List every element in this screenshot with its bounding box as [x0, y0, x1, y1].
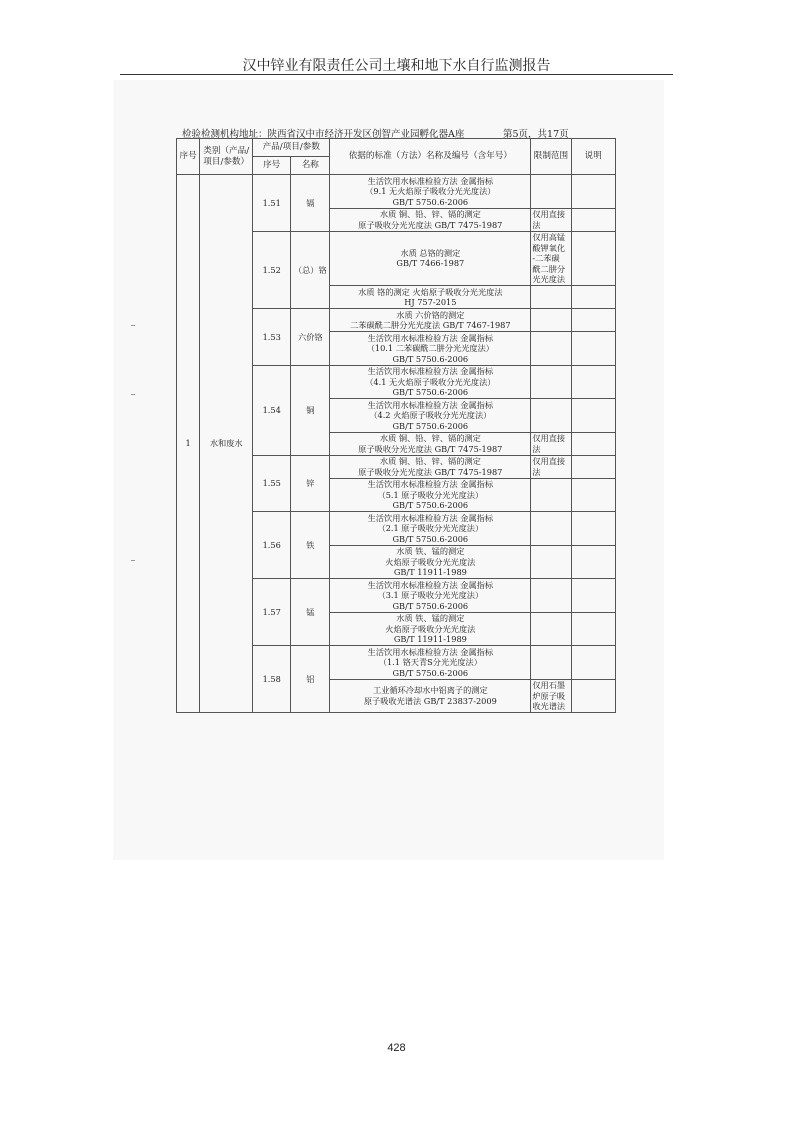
item-seq-cell: 1.58 — [253, 646, 291, 713]
header-divider — [120, 74, 673, 75]
limit-cell — [531, 455, 571, 478]
standard-line: （5.1 原子吸收分光光度法） — [377, 489, 484, 500]
limit-cell — [531, 579, 571, 613]
standard-line: 生活饮用水标准检验方法 金属指标 — [367, 646, 494, 657]
limit-cell — [531, 286, 571, 309]
standard-line: GB/T 11911-1989 — [393, 634, 467, 644]
header-name: 名称 — [291, 157, 330, 175]
standard-method-cell — [330, 231, 531, 286]
standard-line: 水质 总铬的测定 — [400, 247, 461, 258]
limit-cell — [531, 512, 571, 546]
standard-line: 原子吸收分光光度法 GB/T 7475-1987 — [358, 443, 503, 454]
header-seq: 序号 — [177, 139, 200, 175]
standard-method-cell — [330, 208, 531, 231]
standard-line: GB/T 5750.6-2006 — [392, 533, 469, 544]
header-standard: 依据的标准（方法）名称及编号（含年号） — [330, 139, 531, 175]
standard-method-cell — [330, 646, 531, 680]
note-cell — [571, 579, 615, 613]
standard-line: （3.1 原子吸收分光光度法） — [377, 590, 484, 600]
item-seq-cell: 1.51 — [253, 175, 291, 232]
note-cell — [571, 231, 615, 286]
standard-line: 原子吸收光谱法 GB/T 23837-2009 — [363, 695, 497, 706]
note-cell — [571, 399, 615, 433]
note-cell — [571, 175, 615, 209]
item-name-cell: 锰 — [291, 579, 330, 646]
page-info: 第5页，共17页 — [503, 129, 569, 140]
limit-line: 光光度法 — [532, 274, 566, 284]
standard-line: （4.2 火焰原子吸收分光光度法） — [369, 410, 492, 420]
standard-line: 生活饮用水标准检验方法 金属指标 — [367, 399, 494, 410]
limit-cell — [531, 545, 571, 579]
limit-line: 仅用高锰 — [532, 232, 566, 242]
note-cell — [571, 545, 615, 579]
limit-cell — [531, 612, 571, 646]
note-cell — [571, 365, 615, 399]
standard-line: GB/T 5750.6-2006 — [392, 196, 469, 207]
standard-line: GB/T 7466-1987 — [396, 258, 465, 269]
standard-line: （4.1 无火焰原子吸收分光光度法） — [365, 376, 496, 387]
limit-line: 仅用直接 — [532, 433, 566, 443]
limit-cell — [531, 175, 571, 209]
item-seq-cell: 1.52 — [253, 231, 291, 309]
standard-line: GB/T 5750.6-2006 — [392, 420, 469, 431]
note-cell — [571, 455, 615, 478]
standard-line: （1.1 铬天青S分光光度法） — [378, 657, 482, 667]
standard-line: （9.1 无火焰原子吸收分光光度法） — [365, 186, 496, 196]
item-seq-cell: 1.57 — [253, 579, 291, 646]
note-cell — [571, 286, 615, 309]
item-seq-cell: 1.55 — [253, 455, 291, 512]
standard-method-cell — [330, 309, 531, 332]
header-sub-seq: 序号 — [253, 157, 291, 175]
note-cell — [571, 208, 615, 231]
standard-line: 水质 六价铬的测定 — [396, 309, 465, 320]
page-number: 428 — [387, 1042, 406, 1054]
standard-method-cell — [330, 455, 531, 478]
group-seq-cell: 1 — [177, 175, 200, 713]
limit-line: 法 — [532, 443, 541, 454]
limit-cell — [531, 231, 571, 286]
header-category: 类别（产品/项目/参数） — [200, 139, 253, 175]
header-note: 说明 — [571, 139, 615, 175]
standard-method-cell — [330, 399, 531, 433]
item-name-cell: 锌 — [291, 455, 330, 512]
limit-cell — [531, 208, 571, 231]
standard-line: 火焰原子吸收分光光度法 — [385, 556, 476, 567]
standard-line: GB/T 11911-1989 — [393, 567, 467, 577]
note-cell — [571, 646, 615, 680]
limit-line: 仅用直接 — [532, 209, 566, 219]
limit-cell — [531, 399, 571, 433]
report-title: 汉中锌业有限责任公司土壤和地下水自行监测报告 — [242, 58, 551, 74]
limit-cell — [531, 478, 571, 512]
item-name-cell: （总）铬 — [291, 231, 330, 309]
limit-line: 法 — [532, 466, 541, 477]
standard-line: 生活饮用水标准检验方法 金属指标 — [367, 479, 494, 489]
standard-line: 生活饮用水标准检验方法 金属指标 — [367, 332, 494, 343]
standard-line: 水质 铜、铅、锌、镉的测定 — [379, 433, 481, 443]
item-seq-cell: 1.54 — [253, 365, 291, 455]
item-name-cell: 镉 — [291, 175, 330, 232]
note-cell — [571, 612, 615, 646]
item-seq-cell: 1.56 — [253, 512, 291, 579]
standard-line: GB/T 5750.6-2006 — [392, 600, 469, 611]
limit-line: 仅用石墨 — [532, 680, 566, 690]
item-seq-cell: 1.53 — [253, 309, 291, 366]
item-name-cell: 铜 — [291, 365, 330, 455]
standard-line: 原子吸收分光光度法 GB/T 7475-1987 — [358, 466, 503, 477]
scan-mark — [131, 325, 135, 326]
item-name-cell: 六价铬 — [291, 309, 330, 366]
limit-cell — [531, 365, 571, 399]
standard-line: 水质 铁、锰的测定 — [396, 613, 465, 623]
standard-line: 生活饮用水标准检验方法 金属指标 — [367, 579, 494, 590]
note-cell — [571, 679, 615, 713]
standard-line: 生活饮用水标准检验方法 金属指标 — [367, 175, 494, 186]
limit-cell — [531, 332, 571, 366]
scan-mark — [131, 560, 135, 561]
limit-line: 酰二肼分 — [532, 263, 566, 274]
standard-line: 二苯碳酰二肼分光光度法 GB/T 7467-1987 — [350, 320, 511, 330]
limit-cell — [531, 646, 571, 680]
limit-line: 收光谱法 — [532, 701, 566, 711]
note-cell — [571, 432, 615, 455]
standard-line: 水质 铁、锰的测定 — [396, 546, 465, 556]
standard-line: 生活饮用水标准检验方法 金属指标 — [367, 366, 494, 376]
standard-line: GB/T 5750.6-2006 — [392, 387, 469, 397]
lab-address: 检验检测机构地址：陕西省汉中市经济开发区创智产业园孵化器A座 — [182, 129, 465, 140]
standard-method-cell — [330, 579, 531, 613]
standard-line: （10.1 二苯碳酰二肼分光光度法） — [366, 343, 494, 353]
method-table — [176, 138, 616, 713]
standard-line: GB/T 5750.6-2006 — [392, 667, 469, 678]
standard-method-cell — [330, 545, 531, 579]
standard-method-cell — [330, 612, 531, 646]
standard-method-cell — [330, 512, 531, 546]
standard-line: 水质 铜、铅、锌、镉的测定 — [379, 456, 481, 466]
limit-line: 酸钾氧化 — [532, 242, 566, 253]
standard-method-cell — [330, 432, 531, 455]
limit-line: -二苯碳 — [532, 253, 560, 263]
standard-line: GB/T 5750.6-2006 — [392, 500, 469, 510]
standard-method-cell — [330, 286, 531, 309]
standard-method-cell — [330, 175, 531, 209]
standard-method-cell — [330, 679, 531, 713]
limit-line: 炉原子吸 — [532, 690, 566, 701]
limit-cell — [531, 679, 571, 713]
item-name-cell: 铁 — [291, 512, 330, 579]
note-cell — [571, 478, 615, 512]
standard-line: 水质 铬的测定 火焰原子吸收分光光度法 — [358, 286, 503, 297]
item-name-cell: 铝 — [291, 646, 330, 713]
limit-line: 仅用直接 — [532, 456, 566, 466]
note-cell — [571, 309, 615, 332]
note-cell — [571, 512, 615, 546]
standard-line: HJ 757-2015 — [404, 297, 457, 307]
standard-line: 工业循环冷却水中铝离子的测定 — [373, 685, 488, 696]
standard-line: GB/T 5750.6-2006 — [392, 353, 469, 364]
limit-line: 法 — [532, 219, 541, 230]
standard-line: （2.1 原子吸收分光光度法） — [377, 523, 484, 533]
standard-method-cell — [330, 365, 531, 399]
limit-cell — [531, 309, 571, 332]
standard-line: 原子吸收分光光度法 GB/T 7475-1987 — [358, 219, 503, 230]
standard-line: 生活饮用水标准检验方法 金属指标 — [367, 512, 494, 523]
category-cell: 水和废水 — [200, 175, 253, 713]
standard-method-cell — [330, 332, 531, 366]
table-row — [177, 175, 616, 209]
header-product-group: 产品/项目/参数 — [253, 139, 330, 157]
scan-mark — [131, 394, 135, 395]
header-limit: 限制范围 — [531, 139, 571, 175]
limit-cell — [531, 432, 571, 455]
standard-line: 火焰原子吸收分光光度法 — [385, 623, 476, 634]
standard-method-cell — [330, 478, 531, 512]
standard-line: 水质 铜、铅、锌、镉的测定 — [379, 209, 481, 219]
note-cell — [571, 332, 615, 366]
